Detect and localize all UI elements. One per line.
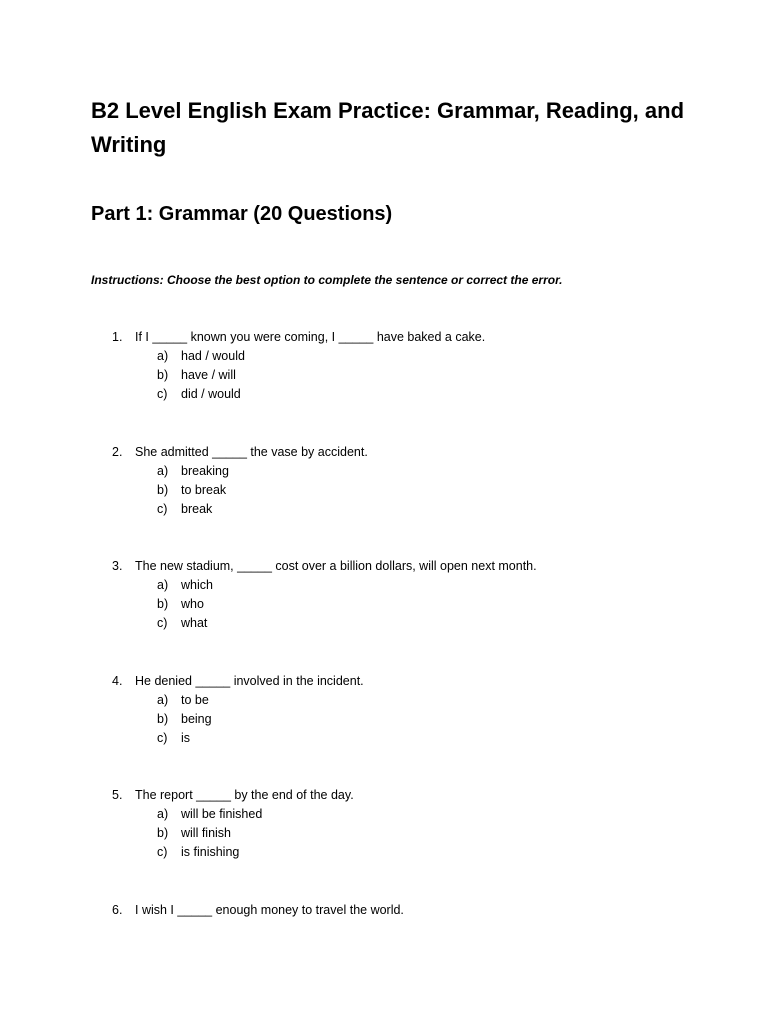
option-letter: c) [157, 616, 168, 630]
option-a [0, 805, 768, 824]
option-letter: b) [157, 712, 169, 726]
option-text: will finish [181, 826, 232, 840]
option-c [0, 729, 768, 748]
option-letter: a) [157, 349, 169, 363]
option-a [0, 347, 768, 366]
option-a [0, 691, 768, 710]
option-text: being [181, 712, 212, 726]
document-title: B2 Level English Exam Practice: Grammar, Reading, and Writing [91, 98, 685, 157]
option-text: will be finished [181, 807, 263, 821]
option-b [0, 595, 768, 614]
option-a [0, 576, 768, 595]
option-c [0, 843, 768, 862]
option-text: what [181, 616, 208, 630]
option-letter: a) [157, 693, 169, 707]
question-line [0, 443, 768, 462]
option-text: have / will [181, 368, 236, 382]
question-text: The report _____ by the end of the day. [135, 788, 354, 802]
question-line [0, 901, 768, 920]
question-number: 4. [112, 674, 123, 688]
question-number: 5. [112, 788, 123, 802]
option-text: which [181, 578, 213, 592]
question-line [0, 672, 768, 691]
option-a [0, 462, 768, 481]
option-b [0, 710, 768, 729]
option-letter: c) [157, 731, 168, 745]
question-number: 6. [112, 903, 123, 917]
question-text: If I _____ known you were coming, I _____ have baked a cake. [135, 330, 486, 344]
option-text: break [181, 502, 213, 516]
option-b [0, 366, 768, 385]
question-1 [0, 328, 768, 404]
question-text: He denied _____ involved in the incident. [135, 674, 364, 688]
option-c [0, 614, 768, 633]
question-text: I wish I _____ enough money to travel the world. [135, 903, 404, 917]
option-letter: b) [157, 368, 169, 382]
section-title: Part 1: Grammar (20 Questions) [91, 203, 393, 225]
option-letter: b) [157, 483, 169, 497]
option-text: is finishing [181, 845, 240, 859]
instructions-text: Instructions: Choose the best option to complete the sentence or correct the error. [91, 273, 563, 287]
question-4 [0, 672, 768, 748]
option-text: to be [181, 693, 209, 707]
question-line [0, 328, 768, 347]
option-letter: c) [157, 845, 168, 859]
question-text: She admitted _____ the vase by accident. [135, 445, 368, 459]
option-c [0, 385, 768, 404]
question-line [0, 786, 768, 805]
option-text: breaking [181, 464, 229, 478]
question-number: 3. [112, 559, 123, 573]
option-letter: a) [157, 807, 169, 821]
question-2 [0, 443, 768, 519]
option-letter: c) [157, 387, 168, 401]
option-letter: a) [157, 464, 169, 478]
option-text: is [181, 731, 191, 745]
option-letter: a) [157, 578, 169, 592]
option-letter: b) [157, 597, 169, 611]
option-c [0, 500, 768, 519]
option-letter: c) [157, 502, 168, 516]
question-number: 2. [112, 445, 123, 459]
question-5 [0, 786, 768, 862]
question-3 [0, 557, 768, 633]
option-b [0, 481, 768, 500]
option-text: who [181, 597, 204, 611]
option-text: did / would [181, 387, 241, 401]
question-6 [0, 901, 768, 920]
option-text: to break [181, 483, 227, 497]
option-letter: b) [157, 826, 169, 840]
question-number: 1. [112, 330, 123, 344]
option-text: had / would [181, 349, 245, 363]
option-b [0, 824, 768, 843]
question-text: The new stadium, _____ cost over a billion dollars, will open next month. [135, 559, 537, 573]
question-line [0, 557, 768, 576]
